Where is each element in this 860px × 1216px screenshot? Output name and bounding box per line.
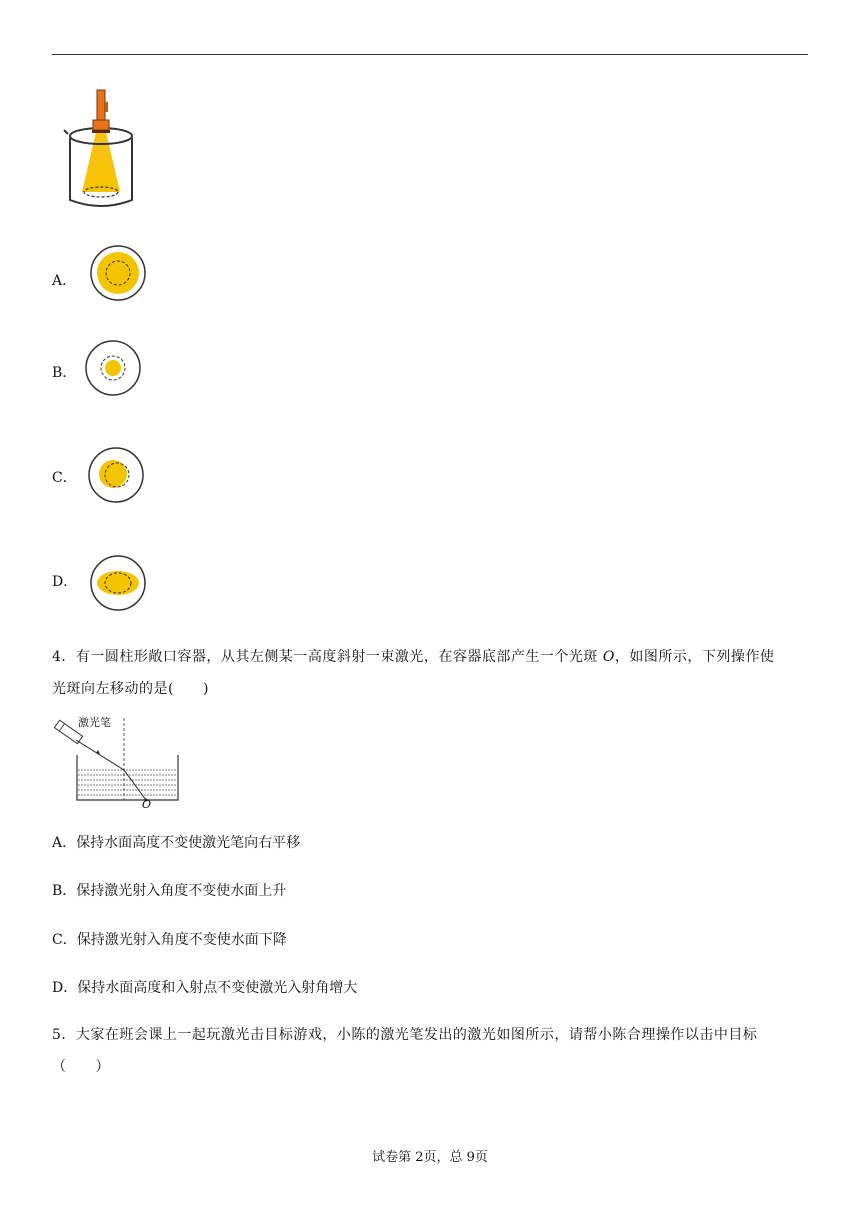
q4-text-part2: ，如图所示，下列操作使: [614, 649, 775, 665]
q4-option-c: C．保持激光射入角度不变使水面下降: [52, 932, 287, 948]
option-b-spot-icon: [84, 340, 142, 396]
q4-spot-letter: O: [602, 649, 615, 665]
page-footer: 试卷第 2页，总 9页: [372, 1150, 488, 1165]
option-a-label: A．: [52, 273, 77, 289]
option-d-label: D．: [52, 574, 78, 590]
option-d-spot-icon: [88, 554, 148, 612]
q5-text-line2: （ ）: [52, 1059, 110, 1075]
laser-pen-label: 激光笔: [78, 716, 111, 729]
q4-option-a: A．保持水面高度不变使激光笔向右平移: [52, 835, 301, 851]
question-4-text: [52, 641, 812, 705]
option-c-label: C．: [52, 470, 77, 486]
q5-text-line1: 5．大家在班会课上一起玩激光击目标游戏，小陈的激光笔发出的激光如图所示，请帮小陈合理操作以击中目标: [52, 1027, 758, 1043]
q4-option-b: B．保持激光射入角度不变使水面上升: [52, 883, 287, 899]
spot-o-label: O: [142, 798, 152, 811]
q4-text-part1: 4．有一圆柱形敞口容器，从其左侧某一高度斜射一束激光，在容器底部产生一个光斑: [52, 649, 603, 665]
q4-option-d: D．保持水面高度和入射点不变使激光入射角增大: [52, 980, 358, 996]
option-a-spot-icon: [88, 244, 148, 302]
laser-container-figure: [52, 712, 192, 810]
header-rule: [52, 54, 808, 55]
question-5-text: [52, 1019, 812, 1083]
light-beam: [82, 132, 120, 192]
option-b-label: B．: [52, 365, 77, 381]
option-c-spot-icon: [87, 446, 145, 504]
q4-text-line2: 光斑向左移动的是( ): [52, 681, 209, 697]
flashlight-beaker-figure: [60, 88, 140, 214]
